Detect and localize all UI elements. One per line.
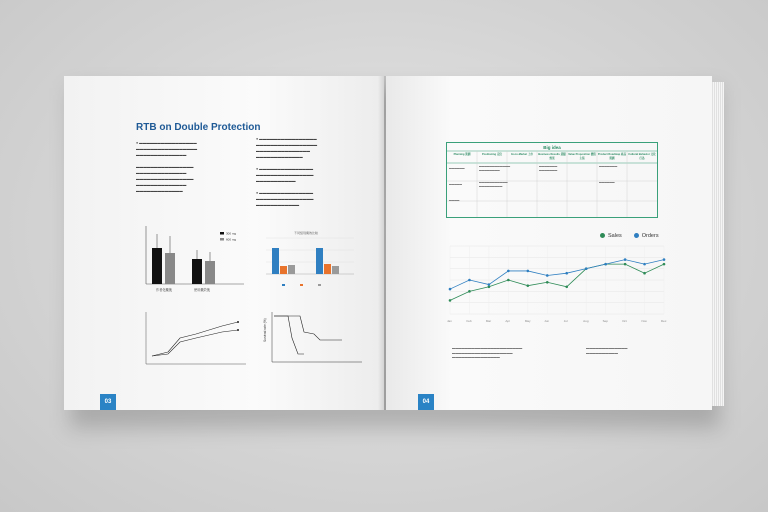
page-title: RTB on Double Protection [136,122,261,133]
tick-label: Apr [505,319,511,323]
footnote-right: ▬▬▬▬▬▬▬▬▬▬▬▬▬ ▬▬▬▬▬▬▬▬▬▬ [586,346,628,355]
bar [205,261,215,284]
data-point-sales [527,284,530,287]
survival-chart [258,304,368,374]
bar [192,259,202,284]
sales-orders-chart [442,242,672,328]
bar [165,253,175,284]
table-header-cell: Value Proposition 價值主張 [568,153,596,160]
data-point-orders [468,279,471,282]
data-point-sales [468,290,471,293]
tick-label: Sep [602,319,608,323]
table-header-cell: Positioning 定位 [481,153,503,156]
tick-label: Jan [447,319,452,323]
bar [288,265,295,274]
data-point-sales [663,263,666,266]
data-point-orders [604,263,607,266]
data-point-orders [663,258,666,261]
footnote-left: ▬▬▬▬▬▬▬▬▬▬▬▬▬▬▬▬▬▬▬▬▬▬ ▬▬▬▬▬▬▬▬▬▬▬▬▬▬▬▬▬▬▬ ▬▬▬▬▬▬▬▬▬▬▬▬▬▬▬ [452,346,523,359]
data-point-orders [527,270,530,273]
data-point-orders [624,258,627,261]
legend-label: 600 mg [226,237,237,242]
bar-chart-comparison [260,228,360,294]
bar [316,248,323,274]
tick-label: Dec [661,319,667,323]
bar [280,266,287,274]
data-point-sales [449,299,452,302]
table-header-cell: Product Roadmap 產品規劃 [597,153,627,160]
page-number: 04 [418,394,434,410]
page-number: 03 [100,394,116,410]
data-point-orders [449,288,452,291]
data-point-sales [546,281,549,284]
bar-chart-dosage [134,222,250,296]
data-point-sales [624,263,627,266]
bar [272,248,279,274]
data-point-orders [507,270,510,273]
tick-label: Nov [641,319,647,323]
legend-orders: Orders [634,233,659,239]
table-title: Big idea [543,145,561,150]
data-point-sales [507,279,510,282]
tick-label: Jul [563,319,568,323]
line-chart-left [134,308,250,374]
data-point-orders [546,274,549,277]
bar [324,264,331,274]
bar [332,266,339,274]
legend-label: 300 mg [226,231,237,236]
data-point-sales [488,286,491,289]
tick-label: Aug [583,319,589,323]
left-page [64,76,384,410]
tick-label: Jun [544,319,550,323]
data-point-orders [488,283,491,286]
tick-label: Mar [485,319,492,323]
tick-label: Feb [466,319,472,323]
sales-dot-icon [600,233,605,238]
text-block-left: ● ▬▬▬▬▬▬▬▬▬▬▬▬▬▬▬▬ ▬▬▬▬▬▬▬▬▬▬▬▬▬▬▬▬▬ ▬▬▬▬▬▬▬▬▬▬▬▬▬▬ ▬▬▬▬▬▬▬▬▬▬▬▬▬▬▬▬ ▬▬▬▬▬▬▬▬▬▬▬▬▬▬ ▬▬▬▬▬▬▬▬▬▬▬▬▬▬▬▬ ▬▬▬▬▬▬▬▬▬▬▬▬▬▬ ▬▬▬▬▬▬▬▬▬▬▬▬▬ [136,141,198,193]
legend-sales: Sales [600,233,622,239]
data-point-sales [565,286,568,289]
data-point-sales [643,272,646,275]
tick-label: Oct [622,319,627,323]
data-point-orders [565,272,568,275]
data-point-orders [643,263,646,266]
orders-dot-icon [634,233,639,238]
series-line-sales [450,264,664,300]
table-header-cell: Business Results 業績效果 [538,153,566,160]
table-header-cell: Planning 策劃 [453,153,471,156]
table-header-cell: Go-to-Market 上市 [510,153,534,156]
data-point-orders [585,267,588,270]
bar [152,248,162,284]
big-idea-table: Big idea Planning 策劃 Positioning 定位 Go-to-Market 上市 Business Results 業績效果 Value Proposition 價值主張 Product Roadmap 產品規劃 Cultural Behavior 文化行為 ▬▬▬▬▬▬ ▬▬▬▬▬ ▬▬▬▬ ▬▬▬▬▬▬▬▬▬▬▬▬ ▬▬▬▬▬▬▬▬ ▬▬▬▬▬▬▬▬▬▬▬ ▬▬▬▬▬▬▬▬▬ ▬▬▬▬▬▬▬ ▬▬▬▬▬▬▬ ▬▬▬▬▬▬▬ ▬▬▬▬▬▬ [446,142,658,218]
tick-label: May [524,319,531,323]
chart-legend [600,233,659,239]
category-label: 使用藥效後 [194,288,210,292]
chart-title: 不同組別藥效比較 [294,231,319,235]
axis-label: Survival rate (%) [263,318,267,342]
category-label: 作者化藥後 [156,288,172,292]
text-block-right: ● ▬▬▬▬▬▬▬▬▬▬▬▬▬▬▬▬ ▬▬▬▬▬▬▬▬▬▬▬▬▬▬▬▬▬ ▬▬▬▬▬▬▬▬▬▬▬▬▬▬▬ ▬▬▬▬▬▬▬▬▬▬▬▬▬ ● ▬▬▬▬▬▬▬▬▬▬▬▬▬▬▬ ▬▬▬▬▬▬▬▬▬▬▬▬▬▬▬▬ ▬▬▬▬▬▬▬▬▬▬▬ ● ▬▬▬▬▬▬▬▬▬▬▬▬▬▬▬ ▬▬▬▬▬▬▬▬▬▬▬▬▬▬▬▬ ▬▬▬▬▬▬▬▬▬▬▬▬ [256,137,318,207]
page-edges [712,82,724,406]
right-page [386,76,712,410]
table-header-cell: Cultural Behavior 文化行為 [628,153,656,160]
